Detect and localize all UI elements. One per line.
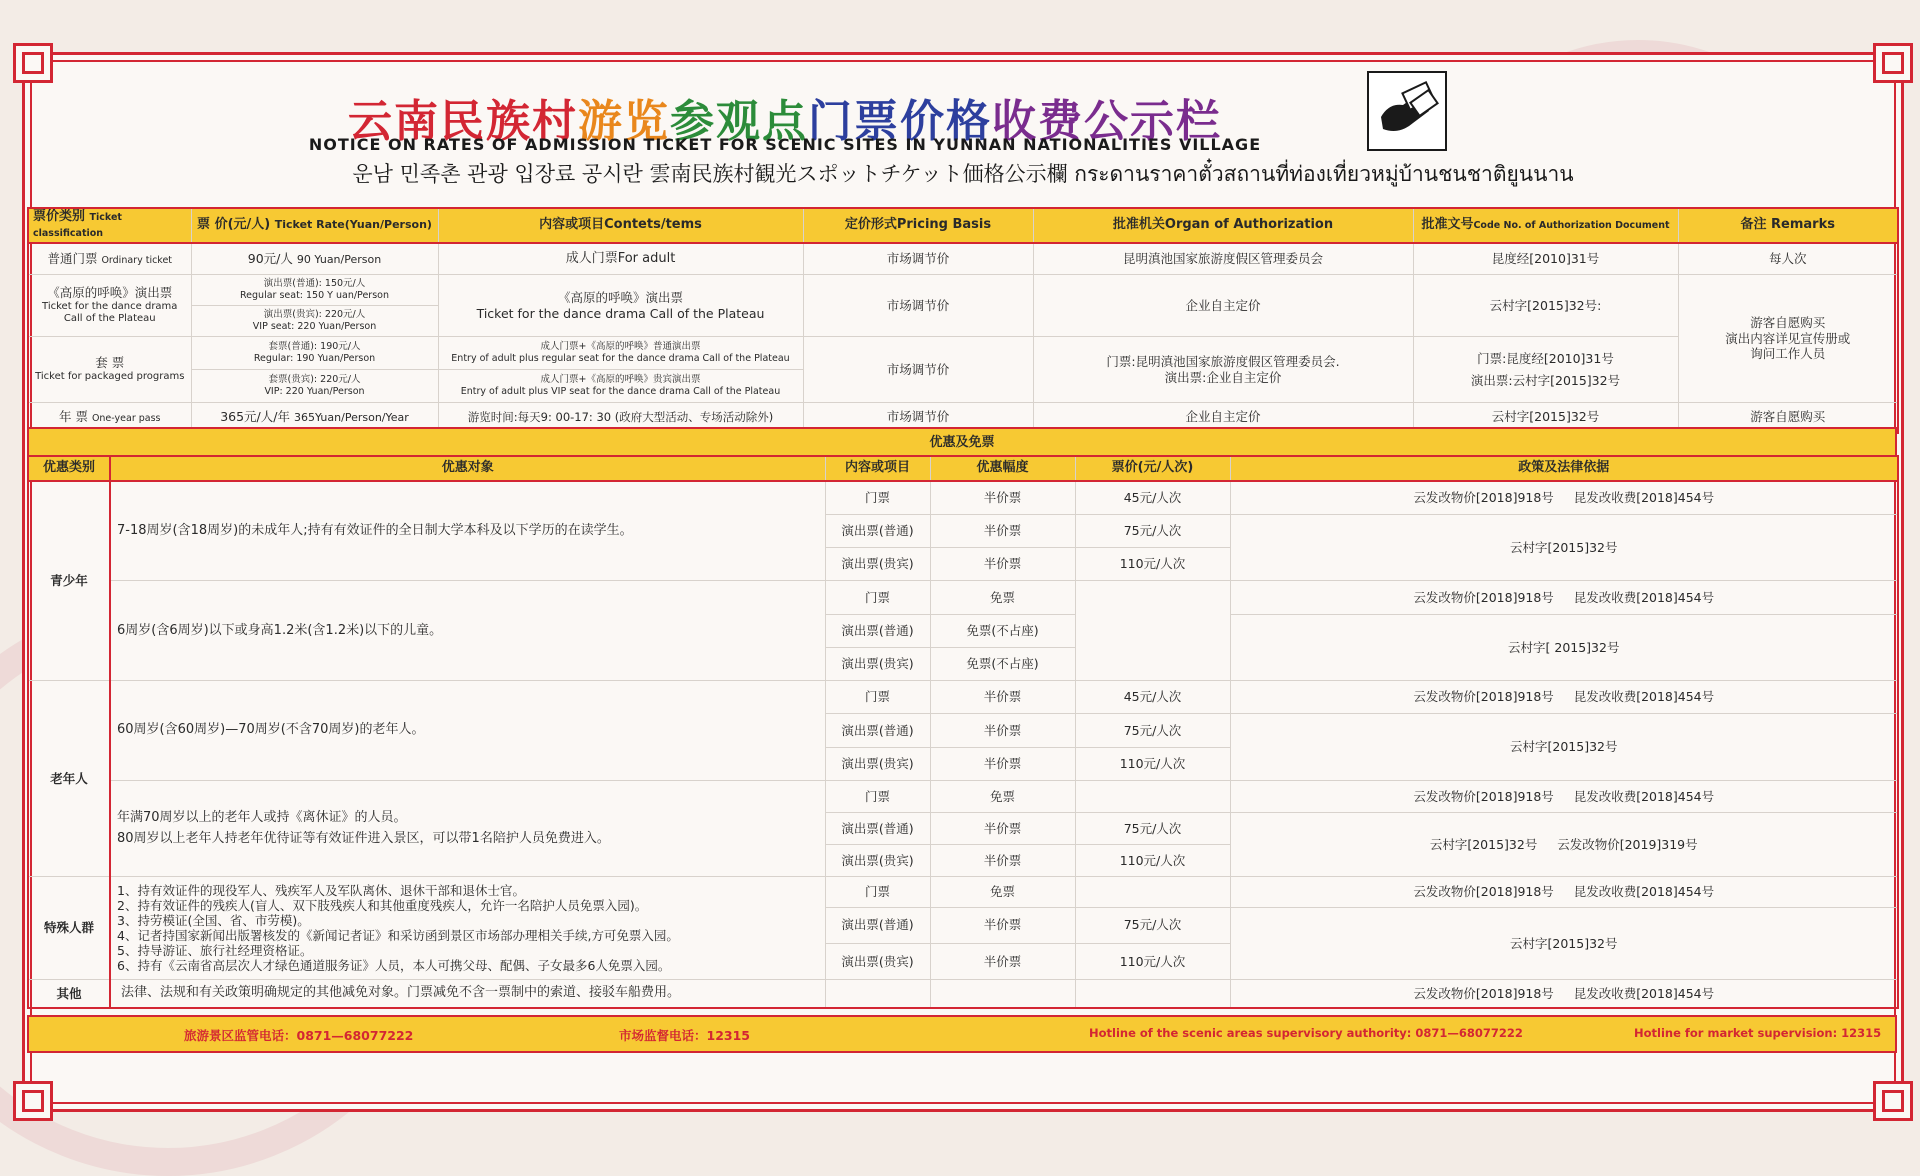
- hotline-cn: 旅游景区监管电话：0871—68077222: [184, 1028, 414, 1043]
- header-doc: 批准文号Code No. of Authorization Document: [1413, 208, 1678, 243]
- other-row: 其他 法律、法规和有关政策明确规定的其他减免对象。门票减免不含一票制中的索道、接驳车船费用。 云发改物价[2018]918号 昆发改收费[2018]454号: [28, 980, 1898, 1008]
- youth-row-1: 青少年 7-18周岁(含18周岁)的未成年人;持有有效证件的全日制大学本科及以下学历的在读学生。 门票 半价票 45元/人次 云发改物价[2018]918号 昆发改收费[2018]454号: [28, 481, 1898, 514]
- row-package-1: 套 票 Ticket for packaged programs 套票(普通): 190元/人 Regular: 190 Yuan/Person 成人门票+《高原的呼唤》普通演出票 Entry of adult plus regular seat for the dance drama Call of the Plateau 市场调节价 门票:昆明滇池国家旅游度假区管理委员会. 演出票:企业自主定价 门票:昆度经[2010]31号 演出票:云村字[2015]32号: [28, 337, 1898, 370]
- youth-row-3: 演出票(贵宾) 半价票 110元/人次: [28, 548, 1898, 581]
- market-en: Hotline for market supervision: 12315: [1634, 1026, 1882, 1040]
- special-row-2: 演出票(普通) 半价票 75元/人次 云村字[2015]32号: [28, 907, 1898, 943]
- market-cn: 市场监督电话：12315: [619, 1028, 750, 1043]
- corner-ornament-bl: [13, 1081, 53, 1121]
- title-english: NOTICE ON RATES OF ADMISSION TICKET FOR SCENIC SITES IN YUNNAN NATIONALITIES VILLAGE: [308, 135, 1262, 154]
- row-package-2: 套票(贵宾): 220元/人 VIP: 220 Yuan/Person 成人门票+《高原的呼唤》贵宾演出票 Entry of adult plus VIP seat for the dance drama Call of the Plateau: [28, 370, 1898, 403]
- youth-row-4: 6周岁(含6周岁)以下或身高1.2米(含1.2米)以下的儿童。 门票 免票 云发改物价[2018]918号 昆发改收费[2018]454号: [28, 581, 1898, 614]
- discount-table-header: 优惠类别 优惠对象 内容或项目 优惠幅度 票价(元/人次) 政策及法律依据: [28, 456, 1898, 481]
- youth-row-5: 演出票(普通) 免票(不占座) 云村字[ 2015]32号: [28, 614, 1898, 647]
- title-multilingual: 운남 민족촌 관광 입장료 공시란 雲南民族村観光スポットチケット価格公示欄 กระดานราคาตั๋วสถานที่ท่องเที่ยวหมู่บ้านชนชาติยูนนาน: [352, 162, 1574, 186]
- special-row-3: 演出票(贵宾) 半价票 110元/人次: [28, 943, 1898, 979]
- header-organ: 批准机关Organ of Authorization: [1033, 208, 1413, 243]
- row-drama-2: 演出票(贵宾): 220元/人 VIP seat: 220 Yuan/Person: [28, 306, 1898, 337]
- corner-ornament-tr: [1873, 43, 1913, 83]
- elderly-row-1: 老年人 60周岁(含60周岁)—70周岁(不含70周岁)的老年人。 门票 半价票 45元/人次 云发改物价[2018]918号 昆发改收费[2018]454号: [28, 681, 1898, 714]
- ticket-hand-icon: [1367, 71, 1447, 151]
- hotline-en: Hotline of the scenic areas supervisory authority: 0871—68077222: [1089, 1026, 1523, 1040]
- elderly-row-4: 年满70周岁以上的老年人或持《离休证》的人员。 80周岁以上老年人持老年优待证等有效证件进入景区，可以带1名陪护人员免费进入。 门票 免票 云发改物价[2018]918号 昆发改收费[2018]454号: [28, 780, 1898, 812]
- discount-section-bar: 优惠及免票: [27, 427, 1897, 459]
- notice-board: [22, 52, 1904, 1112]
- ticket-price-table: [27, 207, 1899, 434]
- elderly-row-3: 演出票(贵宾) 半价票 110元/人次: [28, 747, 1898, 780]
- header-contents: 内容或项目Contets/tems: [438, 208, 803, 243]
- title-chinese: 云南民族村游览参观点门票价格收费公示栏: [348, 96, 1222, 147]
- header-pricing: 定价形式Pricing Basis: [803, 208, 1033, 243]
- youth-row-6: 演出票(贵宾) 免票(不占座): [28, 647, 1898, 680]
- elderly-row-2: 演出票(普通) 半价票 75元/人次 云村字[2015]32号: [28, 714, 1898, 747]
- header-remarks: 备注 Remarks: [1678, 208, 1898, 243]
- corner-ornament-tl: [13, 43, 53, 83]
- elderly-row-6: 演出票(贵宾) 半价票 110元/人次: [28, 845, 1898, 877]
- youth-row-2: 演出票(普通) 半价票 75元/人次 云村字[2015]32号: [28, 514, 1898, 547]
- ticket-table-header: [28, 208, 1898, 243]
- header-classification: 票价类别 Ticket classification: [28, 208, 191, 243]
- row-annual: 年 票 One-year pass 365元/人/年 365Yuan/Person/Year 游览时间:每天9: 00-17: 30 (政府大型活动、专场活动除外) 市场调节价 企业自主定价 云村字[2015]32号 游客自愿购买: [28, 403, 1898, 433]
- header-rate: 票 价(元/人) Ticket Rate(Yuan/Person): [191, 208, 438, 243]
- special-row-1: 特殊人群 1、持有效证件的现役军人、残疾军人及军队离休、退休干部和退休士官。 2、持有效证件的残疾人(盲人、双下肢残疾人和其他重度残疾人，允许一名陪护人员免票入园)。 3、持劳模证(全国、省、市劳模)。 4、记者持国家新闻出版署核发的《新闻记者证》和采访函到景区市场部办理相关手续,方可免票入园。 5、持导游证、旅行社经理资格证。 6、持有《云南省高层次人才绿色通道服务证》人员，本人可携父母、配偶、子女最多6人免票入园。 门票 免票 云发改物价[2018]918号 昆发改收费[2018]454号: [28, 877, 1898, 907]
- discount-table: [27, 455, 1899, 1009]
- hotline-footer: [27, 1015, 1897, 1053]
- elderly-row-5: 演出票(普通) 半价票 75元/人次 云村字[2015]32号 云发改物价[2019]319号: [28, 813, 1898, 845]
- row-ordinary: 普通门票 Ordinary ticket 90元/人 90 Yuan/Person 成人门票For adult 市场调节价 昆明滇池国家旅游度假区管理委员会 昆度经[2010]31号 每人次: [28, 243, 1898, 275]
- corner-ornament-br: [1873, 1081, 1913, 1121]
- row-drama-1: 《高原的呼唤》演出票 Ticket for the dance drama Call of the Plateau 演出票(普通): 150元/人 Regular seat: 150 Y uan/Person 《高原的呼唤》演出票 Ticket for the dance drama Call of the Plateau 市场调节价 企业自主定价 云村字[2015]32号: 游客自愿购买 演出内容详见宣传册或 询问工作人员: [28, 275, 1898, 306]
